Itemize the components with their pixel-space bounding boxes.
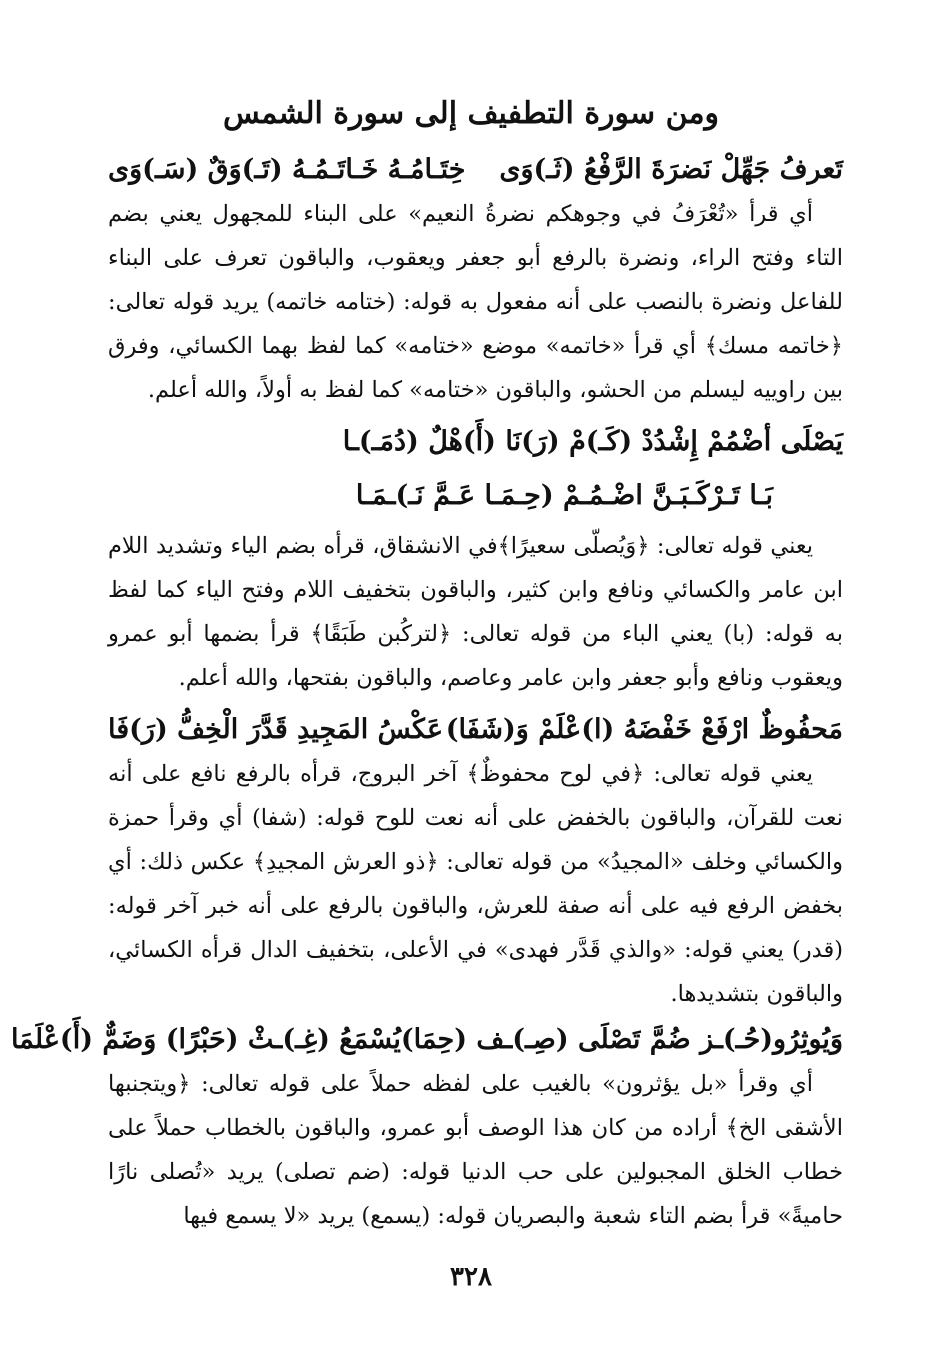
verse-line-2: بَـا تَـرْكَـبَـنَّ اضْـمُـمْ (حِـمَـا عَـمَّ نَـ)ـمَـا bbox=[355, 480, 773, 511]
section-2 bbox=[108, 420, 843, 700]
section-3 bbox=[108, 708, 843, 1016]
commentary-paragraph: يعني قوله تعالى: ﴿وَيُصلّى سعيرًا﴾في الانشقاق، قرأه بضم الياء وتشديد اللام ابن عامر والكسائي ونافع وابن كثير، والباقون بتخفيف اللام وفتح الياء كما لفظ به قوله: (با) يعني الباء من قوله تعالى: ﴿لتركُبن طَبَقًا﴾ قرأ بضمها أبو عمرو ويعقوب ونافع وأبو جعفر وابن عامر وعاصم، والباقون بفتحها، والله أعلم. bbox=[108, 533, 843, 691]
verse-hemistich-right: وَيُوثِرُو(حُـ)ـز ضُمَّ تَصْلَى (صِـ)ـف (حِمَا) bbox=[400, 1024, 843, 1055]
commentary-paragraph: يعني قوله تعالى: ﴿في لوح محفوظٌ﴾ آخر البروج، قرأه بالرفع نافع على أنه نعت للقرآن، والباقون بالخفض على أنه نعت للوح قوله: (شفا) أي وقرأ حمزة والكسائي وخلف «المجيدُ» من قوله تعالى: ﴿ذو العرش المجيدِ﴾ عكس ذلك: أي بخفض الرفع فيه على أنه صفة للعرش، والباقون بالرفع على أنه خبر آخر قوله: (قدر) يعني قوله: «والذي قَدَّر فهدى» في الأعلى، بتخفيف الدال قرأه الكسائي، والباقون بتشديدها. bbox=[108, 761, 843, 1007]
commentary-paragraph: أي وقرأ «بل يؤثرون» بالغيب على لفظه حملاً على قوله تعالى: ﴿ويتجنبها الأشقى الخ﴾ أراده من كان هذا الوصف أبو عمرو، والباقون بالخطاب حملاً على خطاب الخلق المجبولين على حب الدنيا قوله: (ضم تصلى) يريد «تُصلى نارًا حاميةً» قرأ بضم التاء شعبة والبصريان قوله: (يسمع) يريد «لا يسمع فيها bbox=[108, 1071, 843, 1229]
page-header-title: ومن سورة التطفيف إلى سورة الشمس bbox=[222, 96, 720, 131]
verse-line bbox=[108, 148, 843, 192]
verse-line bbox=[11, 1018, 843, 1062]
section-4 bbox=[11, 1018, 843, 1238]
verse-hemistich-right: مَحفُوظٌ ارْفَعْ خَفْضَهُ (ا)عْلَمْ وَ(شَفَا) bbox=[445, 714, 843, 745]
verse-hemistich-right: تَعرفُ جَهِّلْ نَضرَةَ الرَّفْعُ (ثَـ)وَى bbox=[499, 154, 843, 185]
page-number: ٣٢٨ bbox=[450, 1262, 492, 1292]
verse-line-1: يَصْلَى أضْمُمْ إِشْدُدْ (كَـ)مْ (رَ)نَا (أَ)هْلٌ (دُمَـ)ـا bbox=[342, 426, 843, 457]
verse-hemistich-left: خِتَـامُـهُ خَـاتَـمُـهُ (تَـ)وَقٌ (سَـ)وَى bbox=[108, 154, 466, 185]
verse-hemistich-left: عَكْسُ المَجِيدِ قَدَّرَ الْخِفُّ (رَ)فَا bbox=[108, 714, 444, 745]
verse-hemistich-left: يُسْمَعُ (غِـ)ـثْ (حَبْرًا) وَضَمٌّ (أَ)عْلَمَا bbox=[11, 1024, 401, 1055]
verse-line bbox=[108, 708, 843, 752]
section-1 bbox=[108, 148, 843, 412]
commentary-paragraph: أي قرأ «تُعْرَفُ في وجوهكم نضرةُ النعيم» على البناء للمجهول يعني بضم التاء وفتح الراء، ونضرة بالرفع أبو جعفر ويعقوب، والباقون تعرف على البناء للفاعل ونضرة بالنصب على أنه مفعول به قوله: (ختامه خاتمه) يريد قوله تعالى: ﴿خاتمه مسك﴾ أي قرأ «خاتمه» موضع «ختامه» كما لفظ بهما الكسائي، وفرق بين راوييه ليسلم من الحشو، والباقون «ختامه» كما لفظ به أولاً، والله أعلم. bbox=[108, 201, 843, 403]
